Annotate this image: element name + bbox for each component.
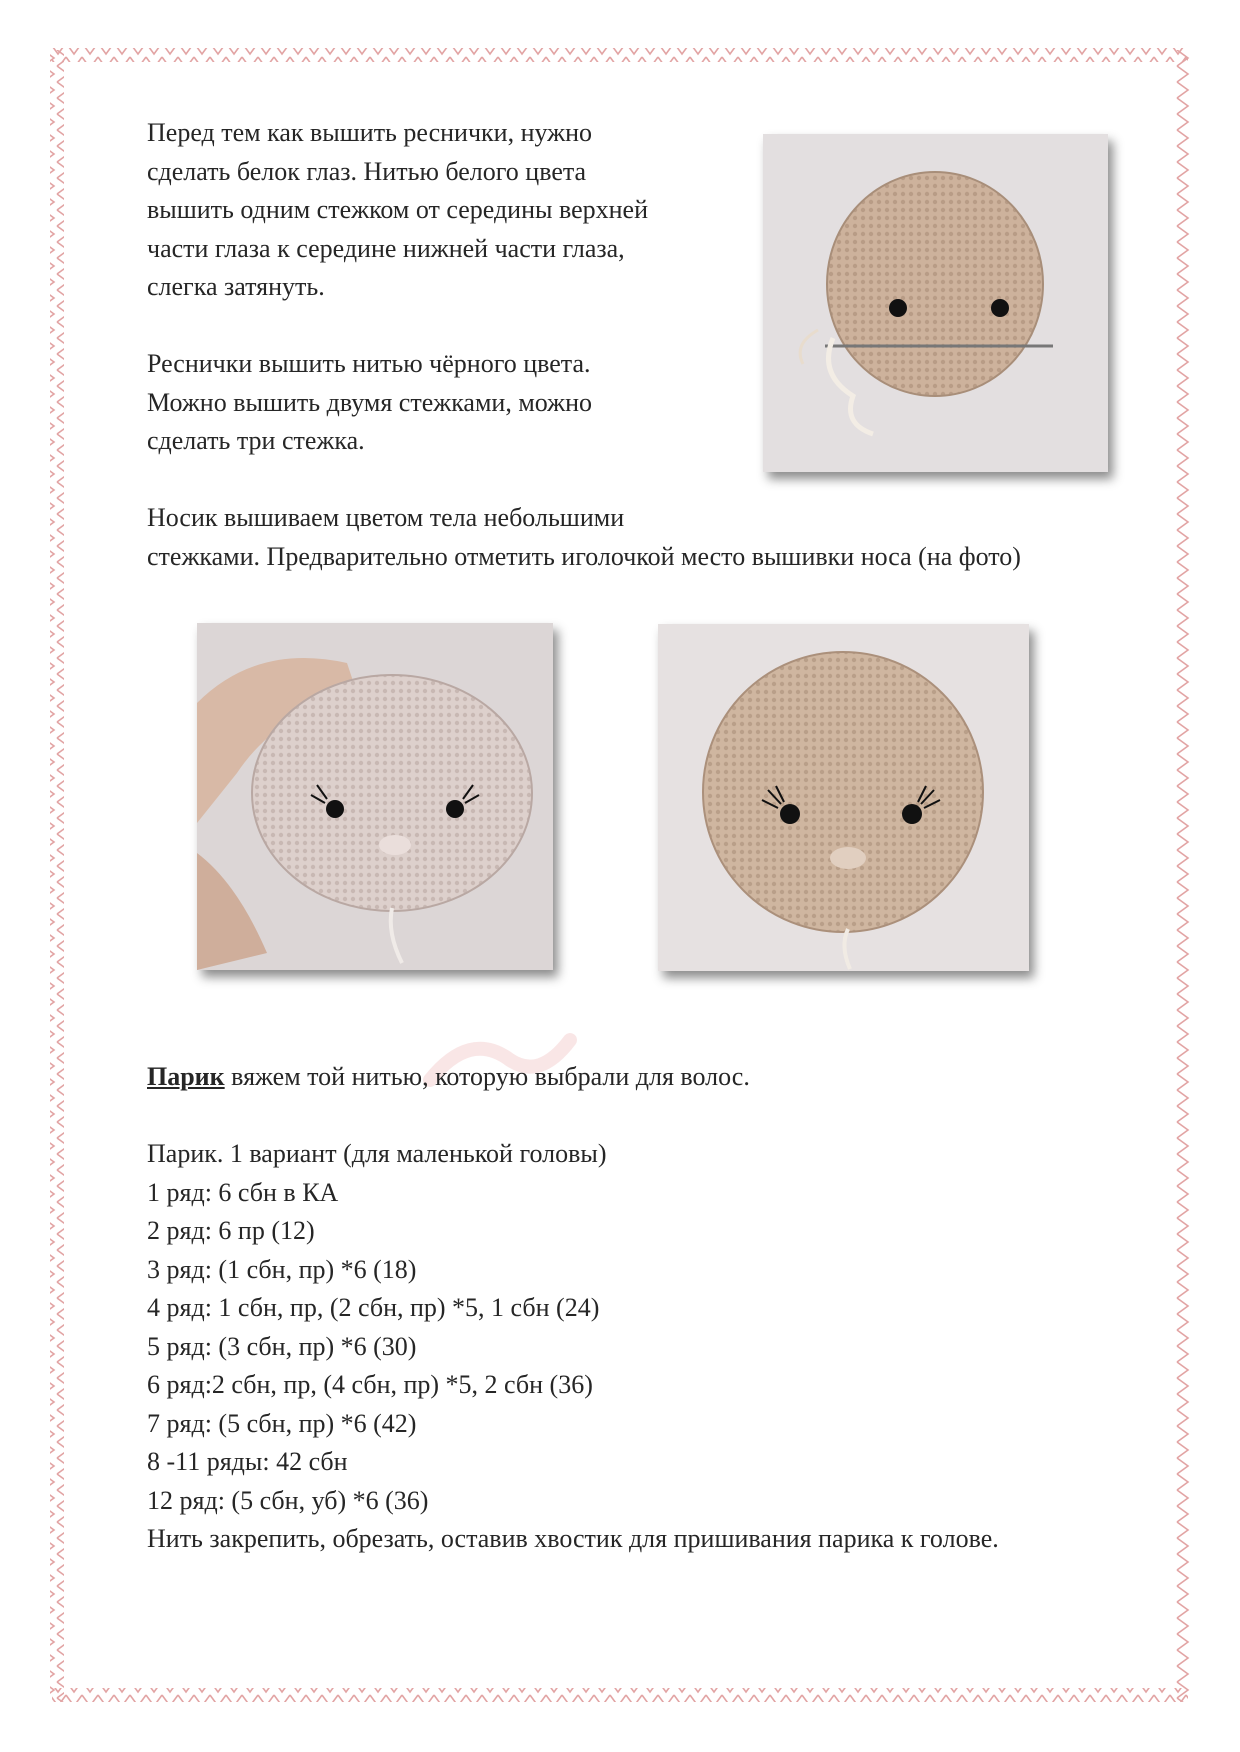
wig-row: 2 ряд: 6 пр (12) [147,1216,315,1245]
whites-line: слегка затянуть. [147,272,325,301]
whites-line: сделать белок глаз. Нитью белого цвета [147,156,587,186]
wig-row: 8 -11 ряды: 42 сбн [147,1447,348,1476]
wig-variant-heading: Парик. 1 вариант (для маленькой головы) [147,1139,607,1168]
nose-line: Носик вышиваем цветом тела небольшими [147,503,625,532]
wig-row: 5 ряд: (3 сбн, пр) *6 (30) [147,1331,417,1361]
wig-row: 3 ряд: (1 сбн, пр) *6 (18) [147,1254,417,1284]
wig-row: 6 ряд:2 сбн, пр, (4 сбн, пр) *5, 2 сбн (36) [147,1370,593,1399]
wig-finish-note: Нить закрепить, обрезать, оставив хвостик для пришивания парика к голове. [147,1524,999,1553]
wig-intro-text: вяжем той нитью, которую выбрали для волос. [224,1062,750,1091]
wig-row: 4 ряд: 1 сбн, пр, (2 сбн, пр) *5, 1 сбн (24) [147,1293,600,1322]
wig-row: 12 ряд: (5 сбн, уб) *6 (36) [147,1485,429,1515]
wig-instructions [147,1058,999,1559]
wig-row: 1 ряд: 6 сбн в КА [147,1177,339,1207]
crochet-head-pale-illustration [197,623,553,970]
lashes-line: сделать три стежка. [147,426,365,455]
photo-head-with-needle [763,134,1108,472]
wig-row: 7 ряд: (5 сбн, пр) *6 (42) [147,1408,417,1438]
wig-intro [147,1058,999,1097]
whites-line: вышить одним стежком от середины верхней [147,195,649,224]
crochet-head-illustration [763,134,1108,472]
whites-line: Перед тем как вышить реснички, нужно [147,118,593,147]
wig-title: Парик [147,1062,225,1091]
whites-line: части глаза к середине нижней части глаза, [147,233,625,263]
nose-line: стежками. Предварительно отметить иголочкой место вышивки носа (на фото) [147,541,1021,571]
crochet-head-beige-illustration [658,624,1029,971]
photo-head-finished-face [658,624,1029,971]
photo-head-in-hand [197,623,553,970]
lashes-line: Можно вышить двумя стежками, можно [147,387,593,417]
lashes-line: Реснички вышить нитью чёрного цвета. [147,349,591,378]
